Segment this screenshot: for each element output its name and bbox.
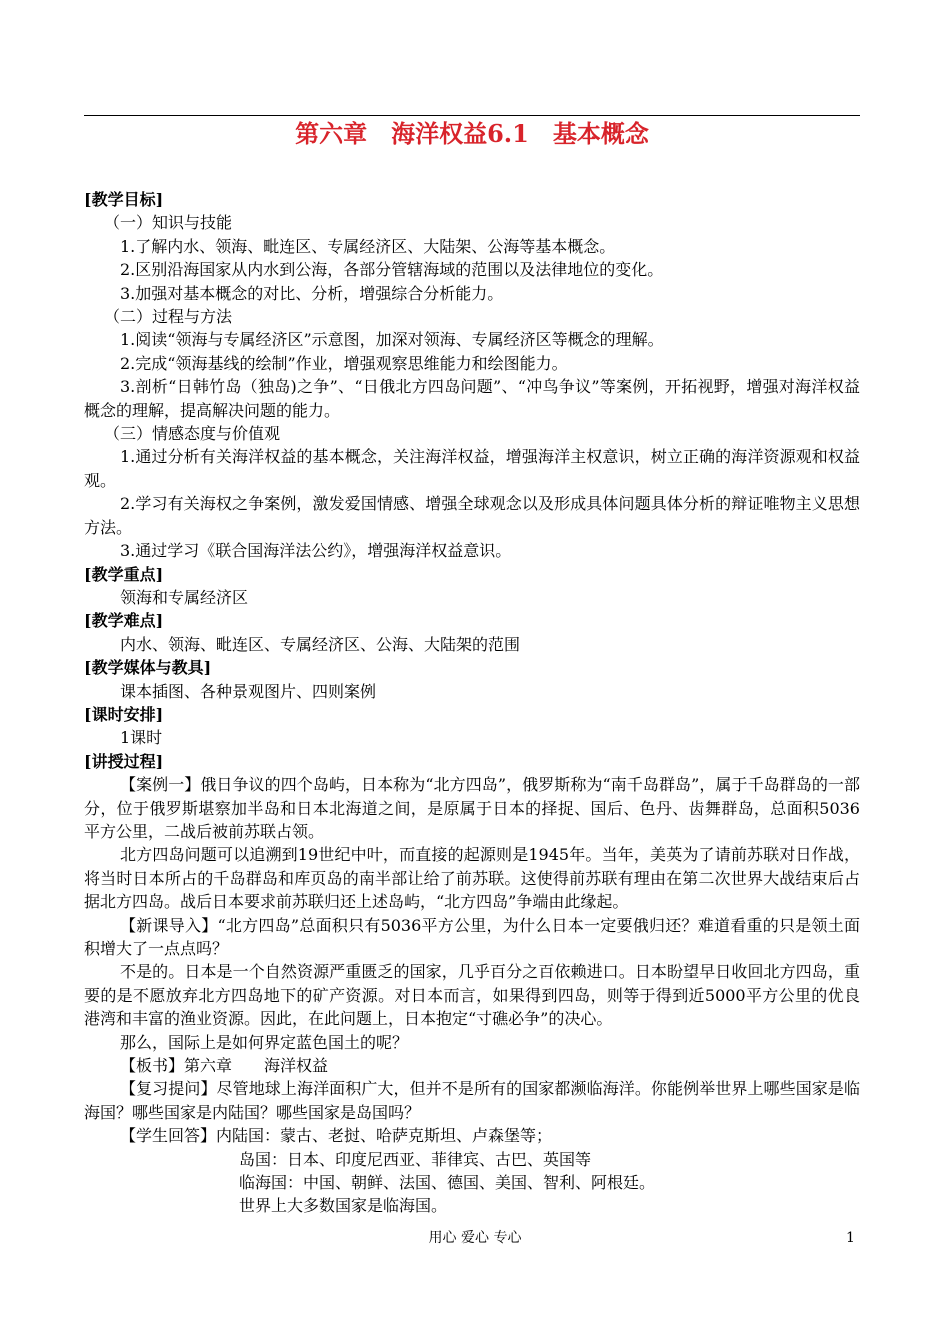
- history-paragraph: 北方四岛问题可以追溯到19世纪中叶，而直接的起源则是1945年。当年，美英为了请前苏联对日作战，将当时日本所占的千岛群岛和库页岛的南半部让给了前苏联。这使得前苏联有理由在第二次世界大战结束后占据北方四岛。战后日本要求前苏联归还上述岛屿，“北方四岛”争端由此缘起。: [84, 845, 860, 912]
- page-title: 第六章 海洋权益6.1 基本概念: [295, 119, 649, 148]
- goals-item: 1.了解内水、领海、毗连区、专属经济区、大陆架、公海等基本概念。: [120, 236, 616, 256]
- goals-item: 1.通过分析有关海洋权益的基本概念，关注海洋权益，增强海洋主权意识，树立正确的海洋资源观和权益观。: [84, 447, 860, 490]
- media-text: 课本插图、各种景观图片、四则案例: [120, 681, 377, 701]
- goals-subheading-2: （二）过程与方法: [104, 307, 233, 327]
- key-points-text: 领海和专属经济区: [120, 587, 249, 607]
- heading-key-points: [教学重点]: [84, 564, 164, 584]
- student-answer-line: 临海国：中国、朝鲜、法国、德国、美国、智利、阿根廷。: [239, 1173, 656, 1193]
- goals-item: 3.加强对基本概念的对比、分析，增强综合分析能力。: [120, 283, 504, 303]
- review-question: 【复习提问】尽管地球上海洋面积广大，但并不是所有的国家都濒临海洋。你能例举世界上哪些国家是临海国？哪些国家是内陆国？哪些国家是岛国吗？: [84, 1079, 860, 1122]
- document-body: [84, 188, 860, 1218]
- heading-goals: [教学目标]: [84, 190, 164, 209]
- student-answer-line: 世界上大多数国家是临海国。: [239, 1196, 448, 1216]
- goals-item: 3.剖析“日韩竹岛（独岛)之争”、“日俄北方四岛问题”、“冲鸟争议”等案例，开拓视野，增强对海洋权益概念的理解，提高解决问题的能力。: [84, 377, 860, 420]
- header-rule: [84, 115, 860, 116]
- heading-difficult-points: [教学难点]: [84, 611, 164, 631]
- heading-process: [讲授过程]: [84, 751, 164, 771]
- difficult-points-text: 内水、领海、毗连区、专属经济区、公海、大陆架的范围: [120, 634, 521, 654]
- goals-subheading-3: （三）情感态度与价值观: [104, 424, 281, 444]
- goals-subheading-1: （一）知识与技能: [104, 213, 233, 233]
- schedule-text: 1课时: [120, 728, 163, 748]
- page-number: 1: [846, 1230, 855, 1246]
- board-note: 【板书】第六章 海洋权益: [120, 1056, 329, 1076]
- case-one-paragraph: 【案例一】俄日争议的四个岛屿，日本称为“北方四岛”，俄罗斯称为“南千岛群岛”，属于千岛群岛的一部分，位于俄罗斯堪察加半岛和日本北海道之间，是原属于日本的择捉、国后、色丹、齿舞群岛，总面积5036平方公里，二战后被前苏联占领。: [84, 775, 860, 841]
- page-footer: 用心 爱心 专心: [428, 1230, 522, 1246]
- student-answer: 【学生回答】内陆国：蒙古、老挝、哈萨克斯坦、卢森堡等；: [120, 1126, 553, 1146]
- question-paragraph: 那么，国际上是如何界定蓝色国土的呢？: [120, 1032, 409, 1052]
- student-answer-line: 岛国：日本、印度尼西亚、菲律宾、古巴、英国等: [239, 1149, 592, 1169]
- goals-item: 2.完成“领海基线的绘制”作业，增强观察思维能力和绘图能力。: [120, 353, 568, 373]
- goals-item: 2.区别沿海国家从内水到公海，各部分管辖海域的范围以及法律地位的变化。: [120, 260, 664, 280]
- heading-schedule: [课时安排]: [84, 704, 164, 724]
- goals-item: 1.阅读“领海与专属经济区”示意图，加深对领海、专属经济区等概念的理解。: [120, 330, 664, 350]
- new-lesson-intro: 【新课导入】“北方四岛”总面积只有5036平方公里，为什么日本一定要俄归还？难道看重的只是领土面积增大了一点点吗？: [84, 915, 860, 958]
- goals-item: 3.通过学习《联合国海洋法公约》，增强海洋权益意识。: [120, 541, 512, 561]
- explanation-paragraph: 不是的。日本是一个自然资源严重匮乏的国家，几乎百分之百依赖进口。日本盼望早日收回北方四岛，重要的是不愿放弃北方四岛地下的矿产资源。对日本而言，如果得到四岛，则等于得到近5000平方公里的优良港湾和丰富的渔业资源。因此，在此问题上，日本抱定“寸礁必争”的决心。: [84, 962, 860, 1029]
- heading-media: [教学媒体与教具]: [84, 658, 212, 678]
- goals-item: 2.学习有关海权之争案例，激发爱国情感、增强全球观念以及形成具体问题具体分析的辩证唯物主义思想方法。: [84, 494, 860, 537]
